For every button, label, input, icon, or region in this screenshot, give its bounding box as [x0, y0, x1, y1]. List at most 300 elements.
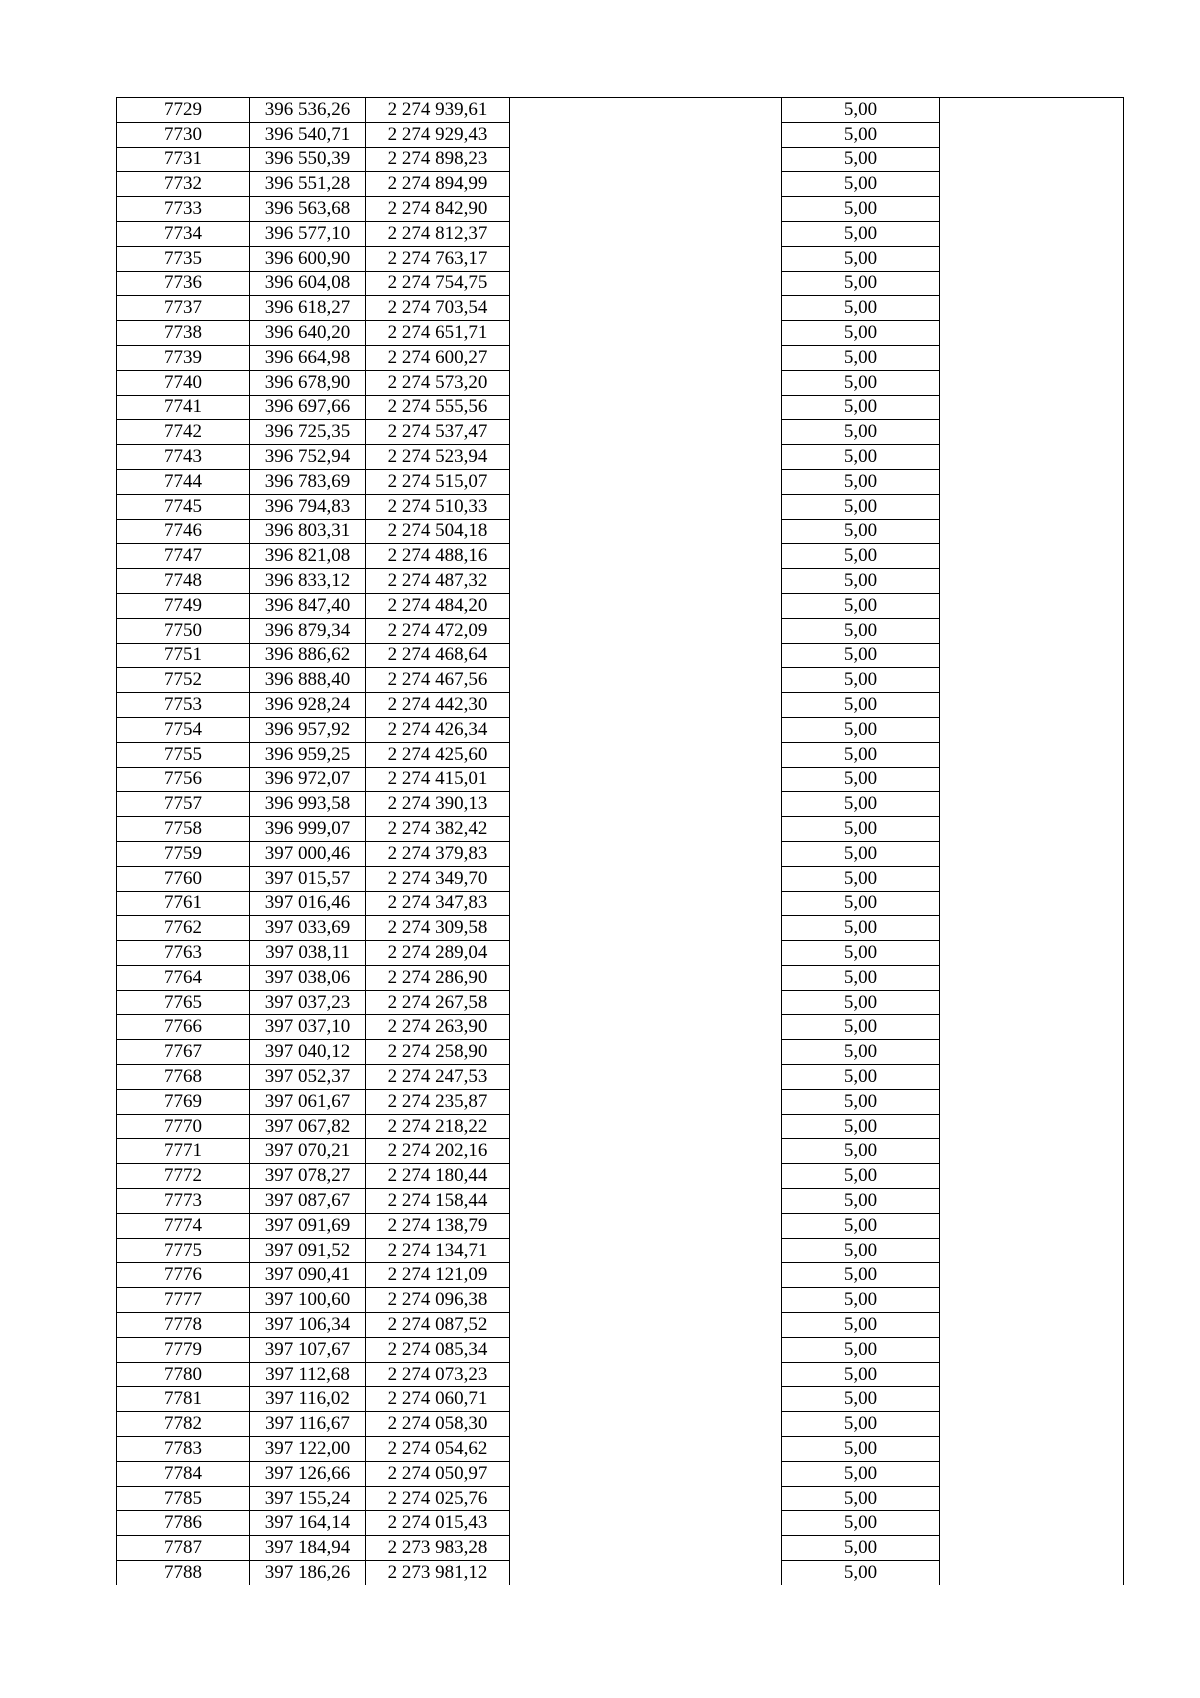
- y-coordinate-cell: 2 274 379,83: [366, 841, 510, 866]
- y-coordinate-cell: 2 274 267,58: [366, 990, 510, 1015]
- empty-end-cell: [940, 544, 1124, 569]
- value-cell: 5,00: [782, 147, 940, 172]
- point-number-cell: 7733: [117, 197, 250, 222]
- point-number-cell: 7769: [117, 1089, 250, 1114]
- x-coordinate-cell: 397 052,37: [250, 1065, 366, 1090]
- table-row: [117, 941, 1124, 966]
- empty-end-cell: [940, 643, 1124, 668]
- y-coordinate-cell: 2 274 763,17: [366, 246, 510, 271]
- x-coordinate-cell: 397 106,34: [250, 1313, 366, 1338]
- x-coordinate-cell: 396 803,31: [250, 519, 366, 544]
- x-coordinate-cell: 397 100,60: [250, 1288, 366, 1313]
- table-row: [117, 1040, 1124, 1065]
- table-row: [117, 370, 1124, 395]
- value-cell: 5,00: [782, 618, 940, 643]
- x-coordinate-cell: 396 794,83: [250, 494, 366, 519]
- empty-end-cell: [940, 395, 1124, 420]
- empty-end-cell: [940, 445, 1124, 470]
- x-coordinate-cell: 397 091,52: [250, 1238, 366, 1263]
- empty-end-cell: [940, 1089, 1124, 1114]
- table-row: [117, 643, 1124, 668]
- point-number-cell: 7778: [117, 1313, 250, 1338]
- value-cell: 5,00: [782, 420, 940, 445]
- empty-cell: [510, 296, 782, 321]
- y-coordinate-cell: 2 274 050,97: [366, 1461, 510, 1486]
- empty-end-cell: [940, 1412, 1124, 1437]
- point-number-cell: 7749: [117, 593, 250, 618]
- table-row: [117, 767, 1124, 792]
- table-row: [117, 593, 1124, 618]
- empty-cell: [510, 420, 782, 445]
- empty-cell: [510, 370, 782, 395]
- y-coordinate-cell: 2 274 218,22: [366, 1114, 510, 1139]
- y-coordinate-cell: 2 274 263,90: [366, 1015, 510, 1040]
- table-row: [117, 1511, 1124, 1536]
- table-row: [117, 1412, 1124, 1437]
- value-cell: 5,00: [782, 1313, 940, 1338]
- point-number-cell: 7768: [117, 1065, 250, 1090]
- point-number-cell: 7730: [117, 122, 250, 147]
- table-row: [117, 271, 1124, 296]
- point-number-cell: 7770: [117, 1114, 250, 1139]
- empty-end-cell: [940, 519, 1124, 544]
- value-cell: 5,00: [782, 98, 940, 123]
- point-number-cell: 7734: [117, 221, 250, 246]
- table-row: [117, 1387, 1124, 1412]
- empty-end-cell: [940, 1511, 1124, 1536]
- value-cell: 5,00: [782, 345, 940, 370]
- point-number-cell: 7743: [117, 445, 250, 470]
- y-coordinate-cell: 2 274 349,70: [366, 866, 510, 891]
- x-coordinate-cell: 396 540,71: [250, 122, 366, 147]
- empty-end-cell: [940, 1288, 1124, 1313]
- empty-end-cell: [940, 1486, 1124, 1511]
- empty-cell: [510, 643, 782, 668]
- table-row: [117, 420, 1124, 445]
- y-coordinate-cell: 2 274 842,90: [366, 197, 510, 222]
- empty-cell: [510, 1511, 782, 1536]
- empty-cell: [510, 618, 782, 643]
- empty-end-cell: [940, 1139, 1124, 1164]
- x-coordinate-cell: 396 563,68: [250, 197, 366, 222]
- value-cell: 5,00: [782, 1337, 940, 1362]
- empty-cell: [510, 1189, 782, 1214]
- x-coordinate-cell: 397 087,67: [250, 1189, 366, 1214]
- table-row: [117, 1015, 1124, 1040]
- x-coordinate-cell: 396 957,92: [250, 717, 366, 742]
- y-coordinate-cell: 2 274 487,32: [366, 569, 510, 594]
- table-row: [117, 221, 1124, 246]
- x-coordinate-cell: 396 993,58: [250, 792, 366, 817]
- empty-cell: [510, 1263, 782, 1288]
- empty-cell: [510, 593, 782, 618]
- point-number-cell: 7763: [117, 941, 250, 966]
- empty-cell: [510, 1337, 782, 1362]
- table-row: [117, 817, 1124, 842]
- empty-end-cell: [940, 1263, 1124, 1288]
- empty-cell: [510, 321, 782, 346]
- empty-cell: [510, 1164, 782, 1189]
- coordinates-table-body: [117, 98, 1124, 1586]
- value-cell: 5,00: [782, 1461, 940, 1486]
- empty-cell: [510, 1412, 782, 1437]
- empty-end-cell: [940, 1437, 1124, 1462]
- y-coordinate-cell: 2 274 929,43: [366, 122, 510, 147]
- point-number-cell: 7739: [117, 345, 250, 370]
- y-coordinate-cell: 2 274 488,16: [366, 544, 510, 569]
- table-row: [117, 122, 1124, 147]
- empty-end-cell: [940, 1313, 1124, 1338]
- point-number-cell: 7738: [117, 321, 250, 346]
- point-number-cell: 7785: [117, 1486, 250, 1511]
- point-number-cell: 7779: [117, 1337, 250, 1362]
- value-cell: 5,00: [782, 1362, 940, 1387]
- empty-cell: [510, 1040, 782, 1065]
- value-cell: 5,00: [782, 172, 940, 197]
- x-coordinate-cell: 396 928,24: [250, 693, 366, 718]
- empty-cell: [510, 742, 782, 767]
- value-cell: 5,00: [782, 841, 940, 866]
- value-cell: 5,00: [782, 1263, 940, 1288]
- point-number-cell: 7766: [117, 1015, 250, 1040]
- y-coordinate-cell: 2 274 247,53: [366, 1065, 510, 1090]
- x-coordinate-cell: 396 551,28: [250, 172, 366, 197]
- table-row: [117, 445, 1124, 470]
- y-coordinate-cell: 2 274 515,07: [366, 469, 510, 494]
- y-coordinate-cell: 2 274 096,38: [366, 1288, 510, 1313]
- x-coordinate-cell: 396 886,62: [250, 643, 366, 668]
- y-coordinate-cell: 2 274 898,23: [366, 147, 510, 172]
- empty-cell: [510, 866, 782, 891]
- x-coordinate-cell: 396 604,08: [250, 271, 366, 296]
- empty-cell: [510, 1362, 782, 1387]
- value-cell: 5,00: [782, 469, 940, 494]
- empty-end-cell: [940, 345, 1124, 370]
- empty-end-cell: [940, 693, 1124, 718]
- empty-end-cell: [940, 569, 1124, 594]
- x-coordinate-cell: 397 122,00: [250, 1437, 366, 1462]
- x-coordinate-cell: 396 972,07: [250, 767, 366, 792]
- x-coordinate-cell: 396 888,40: [250, 668, 366, 693]
- table-row: [117, 296, 1124, 321]
- point-number-cell: 7786: [117, 1511, 250, 1536]
- empty-end-cell: [940, 1164, 1124, 1189]
- y-coordinate-cell: 2 274 468,64: [366, 643, 510, 668]
- y-coordinate-cell: 2 274 939,61: [366, 98, 510, 123]
- point-number-cell: 7774: [117, 1213, 250, 1238]
- value-cell: 5,00: [782, 321, 940, 346]
- x-coordinate-cell: 396 640,20: [250, 321, 366, 346]
- table-row: [117, 321, 1124, 346]
- empty-end-cell: [940, 817, 1124, 842]
- point-number-cell: 7737: [117, 296, 250, 321]
- x-coordinate-cell: 397 038,11: [250, 941, 366, 966]
- point-number-cell: 7750: [117, 618, 250, 643]
- point-number-cell: 7760: [117, 866, 250, 891]
- y-coordinate-cell: 2 274 180,44: [366, 1164, 510, 1189]
- point-number-cell: 7751: [117, 643, 250, 668]
- empty-end-cell: [940, 122, 1124, 147]
- table-row: [117, 1486, 1124, 1511]
- empty-cell: [510, 1213, 782, 1238]
- y-coordinate-cell: 2 274 812,37: [366, 221, 510, 246]
- empty-end-cell: [940, 1387, 1124, 1412]
- value-cell: 5,00: [782, 668, 940, 693]
- empty-cell: [510, 246, 782, 271]
- empty-cell: [510, 197, 782, 222]
- empty-end-cell: [940, 990, 1124, 1015]
- value-cell: 5,00: [782, 1164, 940, 1189]
- y-coordinate-cell: 2 274 426,34: [366, 717, 510, 742]
- x-coordinate-cell: 397 116,02: [250, 1387, 366, 1412]
- empty-cell: [510, 221, 782, 246]
- empty-cell: [510, 494, 782, 519]
- value-cell: 5,00: [782, 1437, 940, 1462]
- empty-cell: [510, 445, 782, 470]
- y-coordinate-cell: 2 274 537,47: [366, 420, 510, 445]
- value-cell: 5,00: [782, 1065, 940, 1090]
- value-cell: 5,00: [782, 197, 940, 222]
- table-row: [117, 841, 1124, 866]
- point-number-cell: 7767: [117, 1040, 250, 1065]
- table-row: [117, 1114, 1124, 1139]
- y-coordinate-cell: 2 274 442,30: [366, 693, 510, 718]
- x-coordinate-cell: 397 112,68: [250, 1362, 366, 1387]
- table-row: [117, 494, 1124, 519]
- value-cell: 5,00: [782, 693, 940, 718]
- y-coordinate-cell: 2 274 054,62: [366, 1437, 510, 1462]
- point-number-cell: 7759: [117, 841, 250, 866]
- empty-end-cell: [940, 717, 1124, 742]
- table-row: [117, 792, 1124, 817]
- point-number-cell: 7757: [117, 792, 250, 817]
- empty-cell: [510, 1288, 782, 1313]
- value-cell: 5,00: [782, 792, 940, 817]
- empty-cell: [510, 965, 782, 990]
- empty-end-cell: [940, 221, 1124, 246]
- point-number-cell: 7776: [117, 1263, 250, 1288]
- x-coordinate-cell: 397 016,46: [250, 891, 366, 916]
- empty-end-cell: [940, 1238, 1124, 1263]
- point-number-cell: 7741: [117, 395, 250, 420]
- table-row: [117, 1263, 1124, 1288]
- empty-cell: [510, 122, 782, 147]
- y-coordinate-cell: 2 274 134,71: [366, 1238, 510, 1263]
- empty-end-cell: [940, 1337, 1124, 1362]
- table-row: [117, 891, 1124, 916]
- empty-cell: [510, 395, 782, 420]
- empty-cell: [510, 271, 782, 296]
- y-coordinate-cell: 2 274 015,43: [366, 1511, 510, 1536]
- empty-end-cell: [940, 296, 1124, 321]
- y-coordinate-cell: 2 274 347,83: [366, 891, 510, 916]
- y-coordinate-cell: 2 274 286,90: [366, 965, 510, 990]
- table-row: [117, 618, 1124, 643]
- value-cell: 5,00: [782, 767, 940, 792]
- x-coordinate-cell: 397 164,14: [250, 1511, 366, 1536]
- value-cell: 5,00: [782, 891, 940, 916]
- y-coordinate-cell: 2 274 703,54: [366, 296, 510, 321]
- x-coordinate-cell: 397 037,10: [250, 1015, 366, 1040]
- x-coordinate-cell: 397 184,94: [250, 1536, 366, 1561]
- empty-cell: [510, 668, 782, 693]
- table-row: [117, 1189, 1124, 1214]
- point-number-cell: 7765: [117, 990, 250, 1015]
- empty-end-cell: [940, 1189, 1124, 1214]
- value-cell: 5,00: [782, 1511, 940, 1536]
- value-cell: 5,00: [782, 1015, 940, 1040]
- table-row: [117, 1238, 1124, 1263]
- empty-cell: [510, 1561, 782, 1586]
- point-number-cell: 7746: [117, 519, 250, 544]
- y-coordinate-cell: 2 274 415,01: [366, 767, 510, 792]
- table-row: [117, 866, 1124, 891]
- empty-end-cell: [940, 792, 1124, 817]
- empty-end-cell: [940, 271, 1124, 296]
- empty-cell: [510, 98, 782, 123]
- y-coordinate-cell: 2 274 390,13: [366, 792, 510, 817]
- value-cell: 5,00: [782, 1189, 940, 1214]
- value-cell: 5,00: [782, 296, 940, 321]
- point-number-cell: 7740: [117, 370, 250, 395]
- empty-end-cell: [940, 172, 1124, 197]
- point-number-cell: 7736: [117, 271, 250, 296]
- coordinates-table: [116, 97, 1124, 1585]
- point-number-cell: 7782: [117, 1412, 250, 1437]
- x-coordinate-cell: 397 067,82: [250, 1114, 366, 1139]
- value-cell: 5,00: [782, 1213, 940, 1238]
- y-coordinate-cell: 2 274 573,20: [366, 370, 510, 395]
- table-row: [117, 1437, 1124, 1462]
- empty-end-cell: [940, 197, 1124, 222]
- empty-end-cell: [940, 469, 1124, 494]
- empty-end-cell: [940, 668, 1124, 693]
- y-coordinate-cell: 2 274 158,44: [366, 1189, 510, 1214]
- value-cell: 5,00: [782, 817, 940, 842]
- empty-cell: [510, 817, 782, 842]
- point-number-cell: 7754: [117, 717, 250, 742]
- y-coordinate-cell: 2 274 202,16: [366, 1139, 510, 1164]
- x-coordinate-cell: 397 061,67: [250, 1089, 366, 1114]
- point-number-cell: 7784: [117, 1461, 250, 1486]
- point-number-cell: 7729: [117, 98, 250, 123]
- empty-end-cell: [940, 98, 1124, 123]
- empty-cell: [510, 1139, 782, 1164]
- table-row: [117, 544, 1124, 569]
- value-cell: 5,00: [782, 941, 940, 966]
- empty-end-cell: [940, 866, 1124, 891]
- y-coordinate-cell: 2 274 138,79: [366, 1213, 510, 1238]
- y-coordinate-cell: 2 273 981,12: [366, 1561, 510, 1586]
- empty-end-cell: [940, 147, 1124, 172]
- empty-cell: [510, 519, 782, 544]
- value-cell: 5,00: [782, 395, 940, 420]
- empty-end-cell: [940, 593, 1124, 618]
- value-cell: 5,00: [782, 1288, 940, 1313]
- point-number-cell: 7758: [117, 817, 250, 842]
- empty-end-cell: [940, 1561, 1124, 1586]
- value-cell: 5,00: [782, 1536, 940, 1561]
- value-cell: 5,00: [782, 965, 940, 990]
- x-coordinate-cell: 396 752,94: [250, 445, 366, 470]
- x-coordinate-cell: 397 000,46: [250, 841, 366, 866]
- table-row: [117, 395, 1124, 420]
- y-coordinate-cell: 2 274 484,20: [366, 593, 510, 618]
- point-number-cell: 7773: [117, 1189, 250, 1214]
- table-row: [117, 1337, 1124, 1362]
- value-cell: 5,00: [782, 990, 940, 1015]
- point-number-cell: 7731: [117, 147, 250, 172]
- empty-end-cell: [940, 1362, 1124, 1387]
- empty-end-cell: [940, 1040, 1124, 1065]
- empty-cell: [510, 1387, 782, 1412]
- empty-cell: [510, 544, 782, 569]
- table-row: [117, 1561, 1124, 1586]
- y-coordinate-cell: 2 274 085,34: [366, 1337, 510, 1362]
- point-number-cell: 7781: [117, 1387, 250, 1412]
- value-cell: 5,00: [782, 1412, 940, 1437]
- table-row: [117, 519, 1124, 544]
- empty-cell: [510, 345, 782, 370]
- y-coordinate-cell: 2 274 258,90: [366, 1040, 510, 1065]
- x-coordinate-cell: 396 959,25: [250, 742, 366, 767]
- empty-end-cell: [940, 891, 1124, 916]
- value-cell: 5,00: [782, 1486, 940, 1511]
- table-row: [117, 345, 1124, 370]
- empty-cell: [510, 1238, 782, 1263]
- y-coordinate-cell: 2 274 121,09: [366, 1263, 510, 1288]
- point-number-cell: 7783: [117, 1437, 250, 1462]
- x-coordinate-cell: 397 126,66: [250, 1461, 366, 1486]
- empty-cell: [510, 990, 782, 1015]
- value-cell: 5,00: [782, 916, 940, 941]
- value-cell: 5,00: [782, 271, 940, 296]
- table-row: [117, 172, 1124, 197]
- y-coordinate-cell: 2 274 060,71: [366, 1387, 510, 1412]
- point-number-cell: 7755: [117, 742, 250, 767]
- empty-end-cell: [940, 841, 1124, 866]
- empty-cell: [510, 717, 782, 742]
- point-number-cell: 7747: [117, 544, 250, 569]
- x-coordinate-cell: 396 577,10: [250, 221, 366, 246]
- table-row: [117, 469, 1124, 494]
- empty-cell: [510, 693, 782, 718]
- x-coordinate-cell: 397 186,26: [250, 1561, 366, 1586]
- x-coordinate-cell: 397 015,57: [250, 866, 366, 891]
- value-cell: 5,00: [782, 445, 940, 470]
- empty-cell: [510, 767, 782, 792]
- x-coordinate-cell: 396 678,90: [250, 370, 366, 395]
- value-cell: 5,00: [782, 246, 940, 271]
- point-number-cell: 7787: [117, 1536, 250, 1561]
- table-row: [117, 569, 1124, 594]
- empty-cell: [510, 1461, 782, 1486]
- empty-cell: [510, 916, 782, 941]
- point-number-cell: 7752: [117, 668, 250, 693]
- table-row: [117, 1089, 1124, 1114]
- y-coordinate-cell: 2 274 382,42: [366, 817, 510, 842]
- point-number-cell: 7764: [117, 965, 250, 990]
- table-row: [117, 197, 1124, 222]
- y-coordinate-cell: 2 274 754,75: [366, 271, 510, 296]
- empty-cell: [510, 1437, 782, 1462]
- value-cell: 5,00: [782, 643, 940, 668]
- table-row: [117, 717, 1124, 742]
- x-coordinate-cell: 397 091,69: [250, 1213, 366, 1238]
- empty-cell: [510, 841, 782, 866]
- y-coordinate-cell: 2 274 504,18: [366, 519, 510, 544]
- empty-cell: [510, 147, 782, 172]
